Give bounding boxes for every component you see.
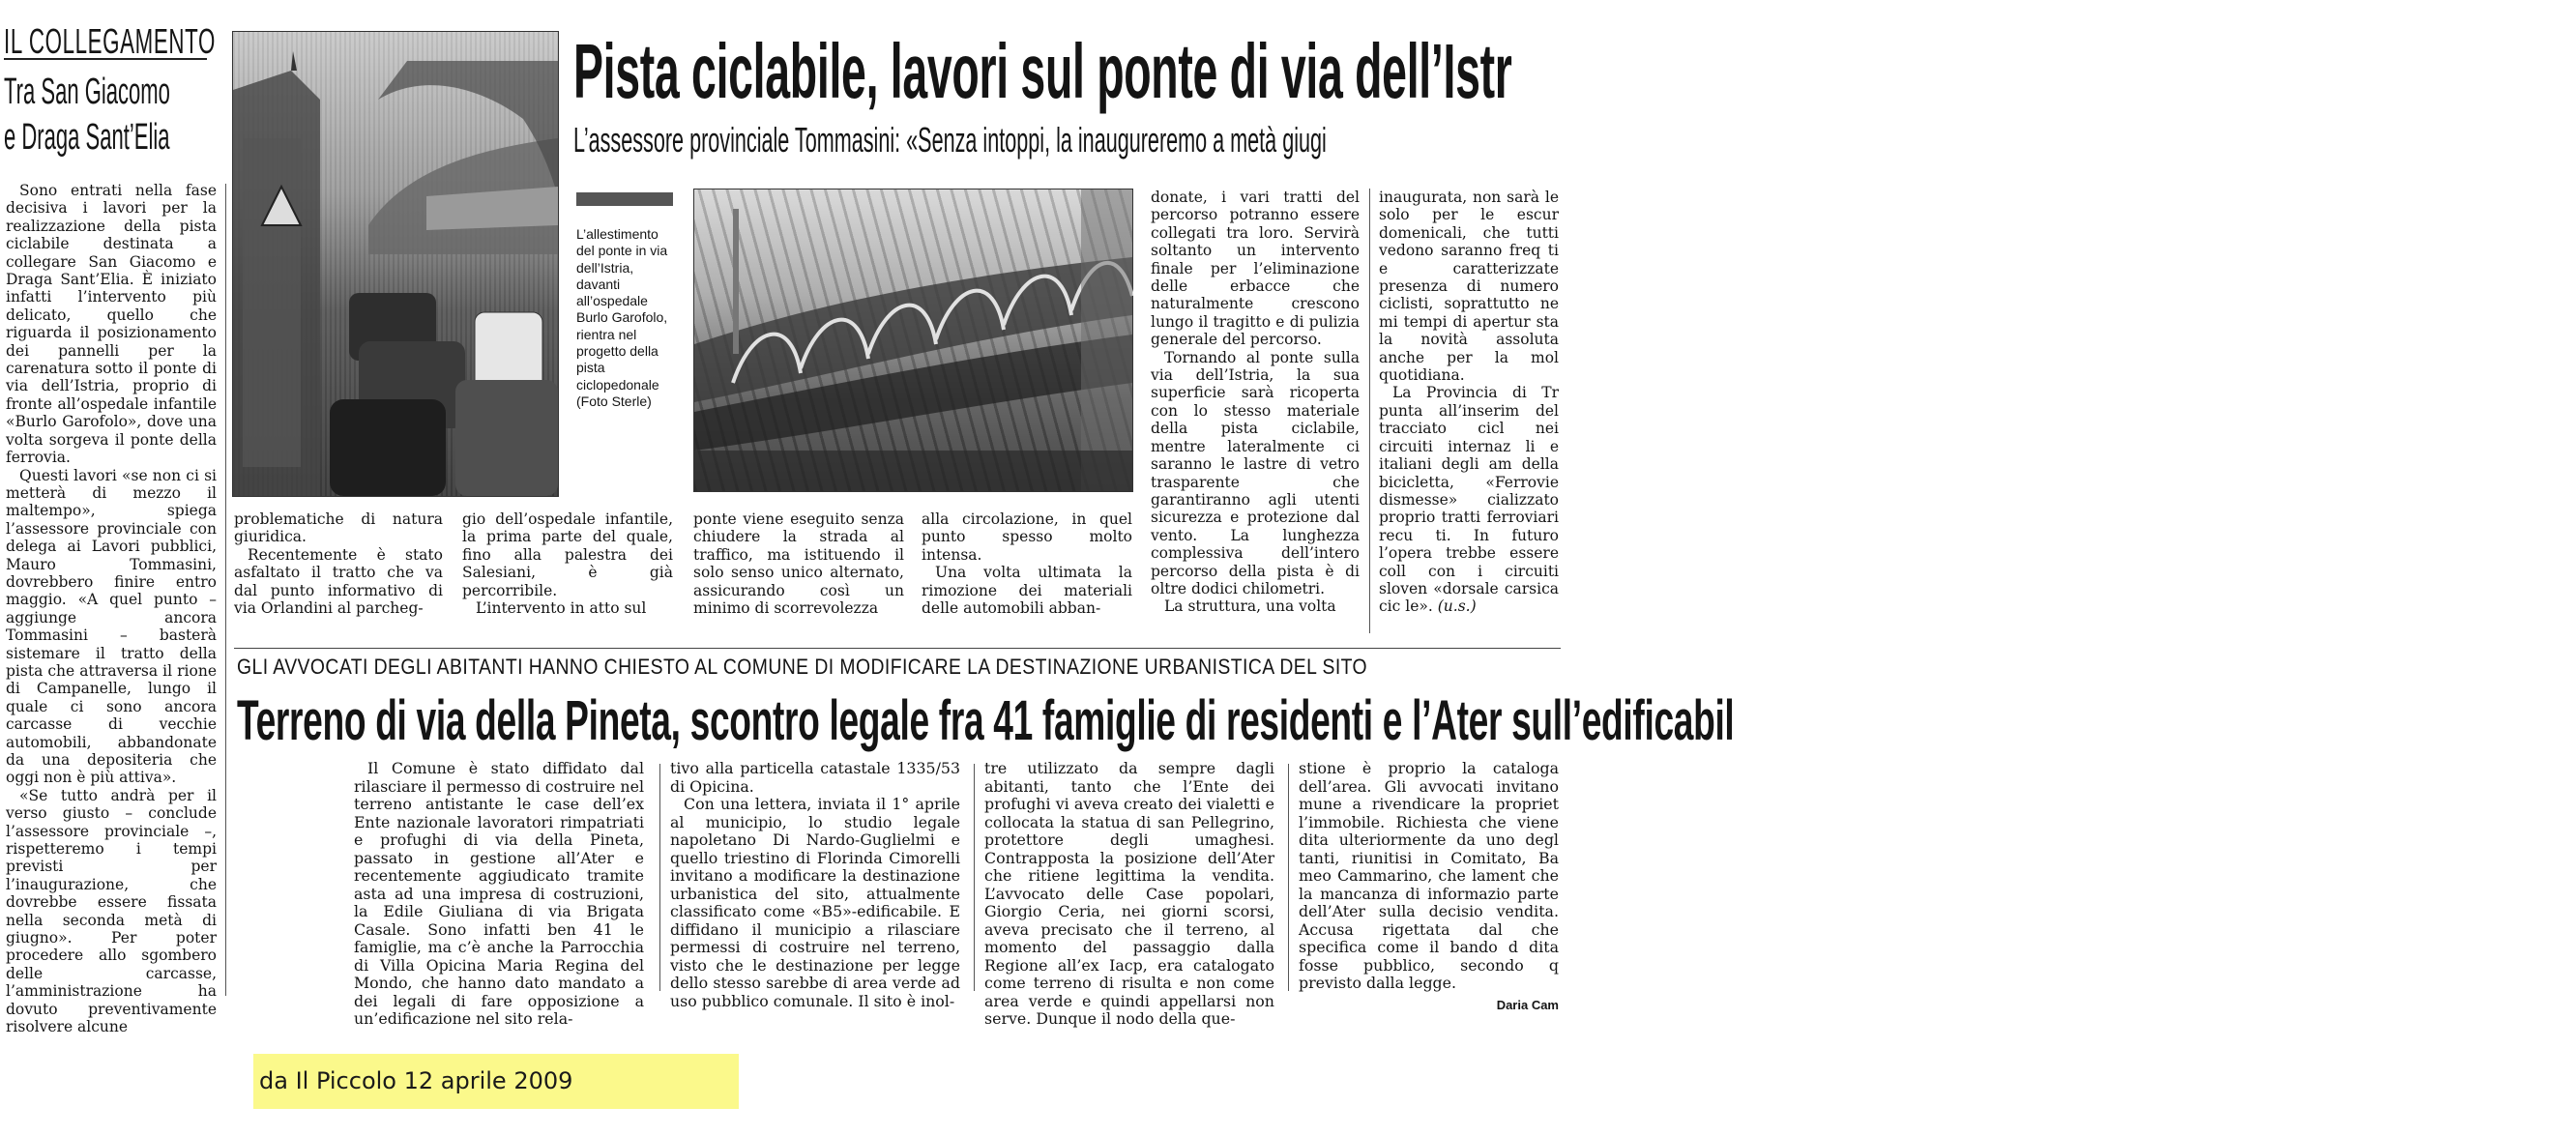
section-rule <box>234 648 1561 649</box>
source-highlight <box>253 1054 739 1109</box>
article2-column-1 <box>354 760 644 1029</box>
article1-column-2 <box>234 510 443 617</box>
column-rule <box>1288 764 1289 991</box>
article2-kicker: GLI AVVOCATI DEGLI ABITANTI HANNO CHIESTO AL COMUNE DI MODIFICARE LA DESTINAZIONE URBANISTICA DEL SITO <box>237 655 1368 679</box>
paragraph: ponte viene eseguito senza chiudere la strada al traffico, ma istituendo il solo senso unico alternato, assicurando così un minimo di scorrevolezza <box>693 510 904 618</box>
article1-column-3 <box>462 510 673 617</box>
byline: Daria Cam <box>1496 997 1559 1012</box>
paragraph: La struttura, una volta <box>1164 597 1336 616</box>
paragraph: alla circolazione, in quel punto spesso molto intensa. <box>922 510 1132 564</box>
paragraph: stione è proprio la cataloga dell’area. Gli avvocati invitano mune a rivendicare la propriet l’immobile. Richiesta che viene dita ulteriormente da uno degl tanti, riunitisi in Comitato, Ba meo Cammarino, che lament che la mancanza di informazio parte dell’Ater sulla decisio vendita. Accusa rigettata dal che specifica come il bando d dita fosse pubblico, secondo q previsto dalla legge. <box>1299 759 1559 992</box>
author-initials: (u.s.) <box>1437 597 1477 616</box>
paragraph: Sono entrati nella fase decisiva i lavori per la realizzazione della pista ciclabile destinata a collegare San Giacomo e Draga Sant’Elia. È iniziato infatti l’intervento più delicato, quello che riguarda il posizionamento dei pannelli per la carenatura sotto il ponte di via dell’Istria, proprio di fronte all’ospedale infantile «Burlo Garofolo», dove una volta sorgeva il ponte della ferrovia. <box>6 182 217 467</box>
paragraph: Il Comune è stato diffidato dal rilasciare il permesso di costruire nel terreno antistante le case dell’ex Ente nazionale lavoratori rimpatriati e profughi di via della Pineta, passato in gestione all’Ater e recentemente aggiudicato tramite asta ad una impresa di costruzioni, la Edile Giuliana di via Brigata Casale. Sono infatti ben 41 le famiglie, ma c’è anche la Parrocchia di Villa Opicina Maria Regina del Mondo, che hanno dato mandato a dei legali di fare opposizione a un’edificazione nel sito rela- <box>354 759 644 1028</box>
paragraph: Con una lettera, inviata il 1° aprile al municipio, lo studio legale napoletano Di Nardo-Guglielmi e quello triestino di Florinda Cimorelli invitano a modificare la destinazione urbanistica del sito, attualmente classificato come «B5»-edificabile. E diffidano il municipio a rilasciare permessi di costruire nel terreno, visto che le destinazione per legge dello stesso sarebbe di area verde ad uso pubblico comunale. Il sito è inol- <box>670 795 960 1010</box>
paragraph: Una volta ultimata la rimozione dei materiali delle automobili abban- <box>922 564 1132 618</box>
paragraph: inaugurata, non sarà le solo per le escur domenicali, che tutti vedono saranno freq ti e caratterizzate presenza di numero ciclisti, soprattutto ne mi tempi di apertur sta la novità assoluta anche per la mol quotidiana. <box>1379 189 1559 385</box>
paragraph: problematiche di natura giuridica. <box>234 510 443 546</box>
paragraph: L’intervento in atto sul <box>476 599 647 618</box>
article-subheadline: L’assessore provinciale Tommasini: «Senza intoppi, la inaugureremo a metà giugi <box>573 120 1327 160</box>
column-rule <box>1369 189 1370 633</box>
paragraph: donate, i vari tratti del percorso potranno essere collegati tra loro. Servirà soltanto un intervento finale per l’eliminazione delle erbacce che naturalmente crescono lungo il tragitto e di pulizia generale del percorso. <box>1151 189 1360 349</box>
bridge-photo <box>693 189 1133 492</box>
article1-column-7 <box>1379 189 1559 633</box>
section-kicker: IL COLLEGAMENTO <box>4 21 216 61</box>
photo-caption: L’allestimento del ponte in via dell’Istria, davanti all’ospedale Burlo Garofolo, rientra nel progetto della pista ciclopedonale (Foto Sterle) <box>576 226 668 409</box>
article1-column-1 <box>6 182 217 1036</box>
column-rule <box>974 764 975 991</box>
article2-column-2 <box>670 760 960 1010</box>
column-rule <box>225 184 226 996</box>
paragraph-text: La Provincia di Tr punta all’inserim del tracciato cicl nei circuiti internaz li e italiani degli am della bicicletta, «Ferrovie dismesse» cializzato proprio tratti ferroviari recu ti. In futuro l’opera trebbe essere coll con i circuiti sloven «dorsale carsica cic le». <box>1379 384 1559 616</box>
paragraph: gio dell’ospedale infantile, la prima parte del quale, fino alla palestra dei Salesiani, è già percorribile. <box>462 510 673 599</box>
paragraph: Recentemente è stato asfaltato il tratto che va dal punto informativo di via Orlandini al parcheg- <box>234 545 443 618</box>
paragraph: «Se tutto andrà per il verso giusto – conclude l’assessore provinciale –, rispetteremo i tempi previsti per l’inaugurazione, che dovrebbe essere fissata nella seconda metà di giugno». Per poter procedere allo sgombero delle carcasse, l’amministrazione ha dovuto preventivamente risolvere alcune <box>6 786 217 1036</box>
paragraph <box>1379 384 1559 615</box>
article1-column-5 <box>922 510 1132 617</box>
article2-column-4 <box>1299 759 1559 1012</box>
column-rule <box>659 764 660 991</box>
source-note: da Il Piccolo 12 aprile 2009 <box>259 1067 573 1094</box>
paragraph: Tornando al ponte sulla via dell’Istria, la sua superficie sarà ricoperta con lo stesso materiale della pista ciclabile, mentre lateralmente ci saranno le lastre di vetro trasparente che garantiranno agli utenti sicurezza e protezione dal vento. La lunghezza complessiva dell’intero percorso della pista è di oltre dodici chilometri. <box>1151 348 1360 597</box>
paragraph: tre utilizzato da sempre dagli abitanti, tanto che l’Ente dei profughi vi aveva creato dei vialetti e collocata la statua di san Pellegrino, protettore degli umaghesi. Contrapposta la posizione dell’Ater che ritiene legittima la vendita. L’avvocato delle Case popolari, Giorgio Ceria, nei giorni scorsi, aveva precisato che il terreno, al momento del passaggio dalla Regione all’ex Iacp, era catalogato come terreno di risulta e non come area verde e quindi appellarsi non serve. Dunque il nodo della que- <box>984 759 1274 1028</box>
article2-column-3 <box>984 760 1274 1029</box>
paragraph: Questi lavori «se non ci si metterà di mezzo il maltempo», spiega l’assessore provinciale con delega ai Lavori pubblici, Mauro Tommasini, dovrebbero finire entro maggio. «A quel punto – aggiunge ancora Tommasini – basterà sistemare il tratto della pista che attraversa il rione di Campanelle, lungo il quale ci sono ancora carcasse di vecchie automobili, abbandonate da una depositeria che oggi non è più attiva». <box>6 466 217 787</box>
article1-column-6 <box>1151 189 1360 616</box>
article2-headline: Terreno di via della Pineta, scontro legale fra 41 famiglie di residenti e l’Ater sull’edificabil <box>237 689 1735 752</box>
article1-column-4 <box>693 510 904 617</box>
caption-bar <box>576 192 673 206</box>
article-headline: Pista ciclabile, lavori sul ponte di via dell’Istr <box>573 28 1512 114</box>
paragraph: tivo alla particella catastale 1335/53 di Opicina. <box>670 759 960 796</box>
street-photo <box>232 31 559 497</box>
section-subkicker: Tra San Giacomo e Draga Sant’Elia <box>4 72 170 158</box>
